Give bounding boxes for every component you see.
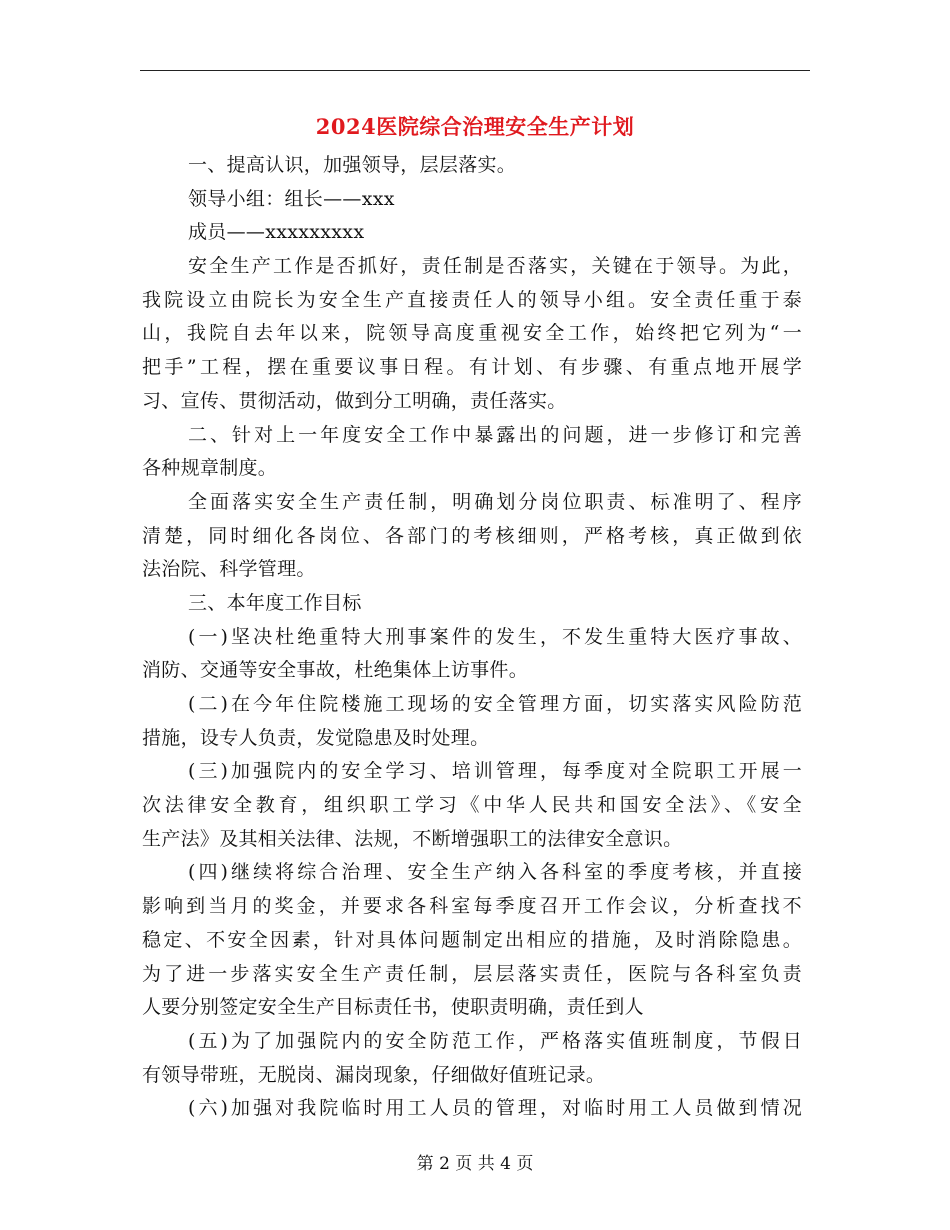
text-line: 我院设立由院长为安全生产直接责任人的领导小组。安全责任重于泰 <box>142 288 802 311</box>
text-line: 有领导带班，无脱岗、漏岗现象，仔细做好值班记录。 <box>142 1063 606 1086</box>
text-line: 清楚，同时细化各岗位、各部门的考核细则，严格考核，真正做到依 <box>142 524 802 547</box>
document-body <box>142 149 802 1126</box>
text-line: 二、针对上一年度安全工作中暴露出的问题，进一步修订和完善 <box>188 423 802 446</box>
text-line: 为了进一步落实安全生产责任制，层层落实责任，医院与各科室负责 <box>142 962 802 985</box>
text-line: 生产法》及其相关法律、法规，不断增强职工的法律安全意识。 <box>142 827 683 850</box>
text-line: 法治院、科学管理。 <box>142 558 316 581</box>
text-line: 安全生产工作是否抓好，责任制是否落实，关键在于领导。为此， <box>188 255 802 278</box>
text-line: 稳定、不安全因素，针对具体问题制定出相应的措施，及时消除隐患。 <box>142 928 802 951</box>
text-line: (一)坚决杜绝重特大刑事案件的发生，不发生重特大医疗事故、 <box>188 625 802 648</box>
text-line: (二)在今年住院楼施工现场的安全管理方面，切实落实风险防范 <box>188 693 802 715</box>
text-line: 全面落实安全生产责任制，明确划分岗位职责、标准明了、程序 <box>188 490 802 513</box>
text-line: 三、本年度工作目标 <box>188 591 362 614</box>
text-line: 消防、交通等安全事故，杜绝集体上访事件。 <box>142 659 529 682</box>
text-line: 成员——xxxxxxxxx <box>188 221 365 244</box>
text-line: (三)加强院内的安全学习、培训管理，每季度对全院职工开展一 <box>188 760 802 783</box>
document-title: 2024医院综合治理安全生产计划 <box>315 114 635 139</box>
text-line: (五)为了加强院内的安全防范工作，严格落实值班制度，节假日 <box>188 1029 802 1052</box>
text-line: 影响到当月的奖金，并要求各科室每季度召开工作会议，分析查找不 <box>142 895 802 918</box>
header-rule <box>140 70 810 71</box>
text-line: (六)加强对我院临时用工人员的管理，对临时用工人员做到情况 <box>188 1097 802 1120</box>
text-line: 措施，设专人负责，发觉隐患及时处理。 <box>142 726 490 749</box>
text-line: 山，我院自去年以来，院领导高度重视安全工作，始终把它列为“一 <box>142 322 802 345</box>
text-line: 各种规章制度。 <box>142 457 278 480</box>
page-footer: 第 2 页 共 4 页 <box>416 1154 534 1174</box>
text-line: 把手”工程，摆在重要议事日程。有计划、有步骤、有重点地开展学 <box>142 356 802 379</box>
text-line: 次法律安全教育，组织职工学习《中华人民共和国安全法》、《安全 <box>142 794 802 817</box>
text-line: 一、提高认识，加强领导，层层落实。 <box>188 154 517 176</box>
text-line: 领导小组：组长——xxx <box>188 187 395 210</box>
text-line: 人要分别签定安全生产目标责任书，使职责明确，责任到人 <box>142 996 644 1019</box>
text-line: 习、宣传、贯彻活动，做到分工明确，责任落实。 <box>142 389 567 412</box>
text-line: (四)继续将综合治理、安全生产纳入各科室的季度考核，并直接 <box>188 861 802 884</box>
